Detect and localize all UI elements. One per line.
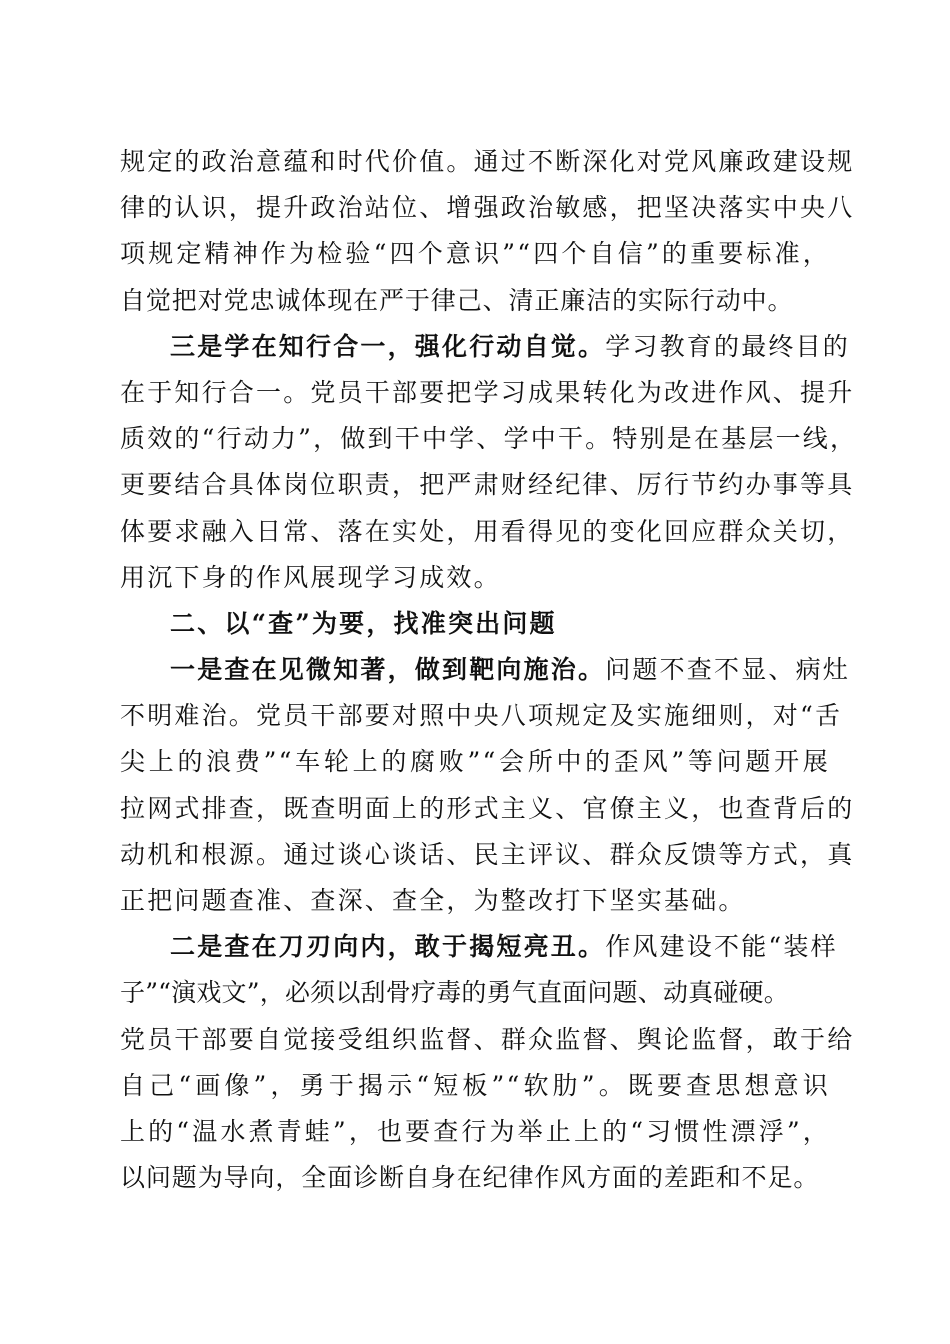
text-line: 项规定精神作为检验“四个意识”“四个自信”的重要标准， bbox=[120, 239, 830, 269]
text-line: 子”“演戏文”，必须以刮骨疗毒的勇气直面问题、动真碰硬。 bbox=[120, 978, 789, 1008]
text-line-lead bbox=[120, 647, 851, 693]
text-line: 规定的政治意蕴和时代价值。通过不断深化对党风廉政建设规 bbox=[120, 147, 855, 176]
text-line: 自己“画像”，勇于揭示“短板”“软肋”。既要查思想意识 bbox=[120, 1070, 830, 1100]
text-line: 不明难治。党员干部要对照中央八项规定及实施细则，对“舌 bbox=[120, 701, 843, 731]
text-line: 动机和根源。通过谈心谈话、民主评议、群众反馈等方式，真 bbox=[120, 839, 855, 869]
text-line: 上的“温水煮青蛙”，也要查行为举止上的“习惯性漂浮”， bbox=[120, 1116, 830, 1146]
text-line: 以问题为导向，全面诊断自身在纪律作风方面的差距和不足。 bbox=[120, 1163, 820, 1193]
text-line: 用沉下身的作风展现学习成效。 bbox=[120, 562, 501, 592]
paragraph-4 bbox=[120, 924, 855, 1201]
section-heading: 二、以“查”为要，找准突出问题 bbox=[170, 608, 557, 638]
text-line: 党员干部要自觉接受组织监督、群众监督、舆论监督，敢于给 bbox=[120, 1024, 855, 1054]
lead-bold: 二是查在刀刃向内，敢于揭短亮丑。 bbox=[170, 932, 606, 962]
text-line: 在于知行合一。党员干部要把学习成果转化为改进作风、提升 bbox=[120, 377, 855, 407]
text-line: 质效的“行动力”，做到干中学、学中干。特别是在基层一线， bbox=[120, 424, 858, 454]
paragraph-1 bbox=[120, 139, 855, 324]
paragraph-3 bbox=[120, 647, 855, 924]
text-line-lead bbox=[120, 924, 838, 970]
text-line-lead bbox=[120, 324, 851, 370]
lead-rest: 作风建设不能“装样 bbox=[605, 932, 838, 962]
text-line: 律的认识，提升政治站位、增强政治敏感，把坚决落实中央八 bbox=[120, 193, 855, 223]
text-line: 体要求融入日常、落在实处，用看得见的变化回应群众关切， bbox=[120, 516, 855, 546]
text-line: 正把问题查准、查深、查全，为整改打下坚实基础。 bbox=[120, 886, 746, 915]
paragraph-2 bbox=[120, 324, 858, 601]
text-line: 更要结合具体岗位职责，把严肃财经纪律、厉行节约办事等具 bbox=[120, 470, 855, 500]
text-line: 拉网式排查，既查明面上的形式主义、官僚主义，也查背后的 bbox=[120, 793, 855, 823]
text-line: 自觉把对党忠诚体现在严于律己、清正廉洁的实际行动中。 bbox=[120, 285, 794, 315]
lead-bold: 三是学在知行合一，强化行动自觉。 bbox=[170, 331, 606, 361]
text-line: 尖上的浪费”“车轮上的腐败”“会所中的歪风”等问题开展 bbox=[120, 747, 830, 777]
lead-bold: 一是查在见微知著，做到靶向施治。 bbox=[170, 655, 606, 685]
document-page bbox=[120, 139, 858, 1201]
lead-rest: 问题不查不显、病灶 bbox=[605, 655, 851, 685]
lead-rest: 学习教育的最终目的 bbox=[605, 331, 851, 361]
